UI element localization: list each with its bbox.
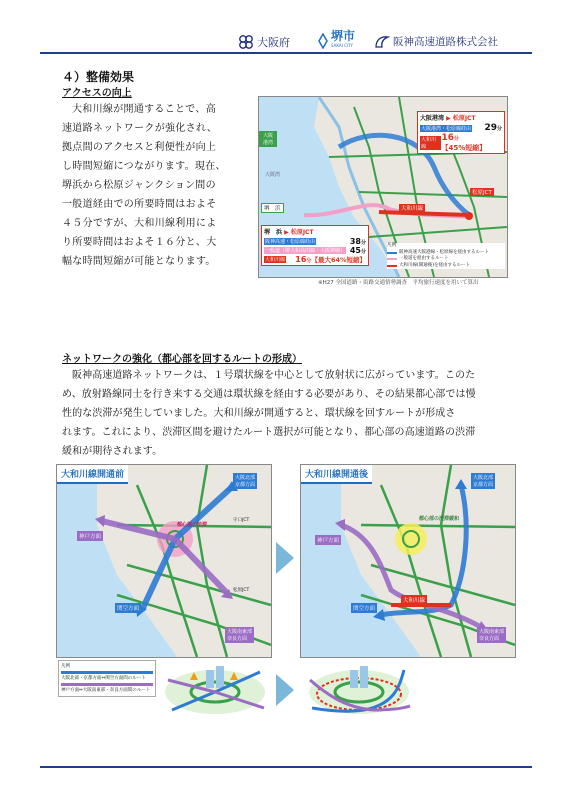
osaka-pref-emblem-icon — [238, 35, 254, 49]
box2-from: 堺 浜 — [264, 229, 283, 236]
after-north-label: 大阪北部 京都方面 — [473, 475, 494, 488]
box1-to: 松原JCT — [452, 115, 476, 122]
osaka-pref-name: 大阪府 — [257, 36, 290, 49]
access-line: 幅な時間短縮が可能となります。 — [62, 256, 216, 267]
box2-reduction: 【最大64%短縮】 — [311, 256, 366, 264]
access-line: し時間短縮につながります。現在、 — [62, 161, 226, 172]
box1-row1-value: 29 — [484, 123, 497, 133]
after-relief-label: 都心部の渋滞緩和 — [419, 516, 460, 522]
hanshin-emblem-icon — [374, 35, 390, 49]
before-north-label: 大阪北部 京都方面 — [235, 475, 256, 488]
legend-swatch — [387, 252, 397, 254]
footer-rule — [40, 766, 532, 768]
access-legend-item: 一般道を経由するルート — [399, 256, 449, 261]
matsubara-jct-marker — [465, 212, 473, 220]
access-line: り所要時間はおよそ１６分と、大 — [62, 237, 217, 248]
before-kanku-label: 関空方面 — [115, 603, 141, 613]
network-line: め、放射路線同士を行き来する交通は環状線を経由する必要があり、その結果都心部では慢 — [62, 389, 476, 400]
arrow-right-icon: ▶ — [446, 115, 451, 122]
sakaihama-label: 堺 浜 — [261, 203, 284, 213]
box1-row1-unit: 分 — [496, 126, 502, 132]
box1-row2-label: 大和川線 — [420, 136, 441, 150]
before-congestion-label: 都心部の渋滞 — [177, 522, 208, 528]
route-box-osaka-port — [417, 111, 505, 154]
box2-row2-unit: 分 — [360, 249, 366, 255]
section-title: ４）整備効果 — [62, 70, 135, 84]
box2-row3-value: 16 — [295, 255, 307, 264]
osaka-bay-label: 大阪湾 — [265, 172, 281, 178]
before-moriguchi-label: 守口JCT — [233, 518, 250, 523]
box1-reduction: 【45%短縮】 — [441, 144, 487, 152]
before-schematic — [160, 658, 270, 720]
access-legend-title: 凡例 — [387, 243, 396, 248]
network-legend-item: 大阪北部・京都方面⇔関空方面間のルート — [61, 676, 146, 681]
osaka-port-label: 大阪 港湾 — [259, 131, 277, 147]
access-line: 拠点間のアクセスと利便性が向上 — [62, 142, 217, 153]
matsubara-jct-label: 松原JCT — [472, 190, 492, 196]
box2-row2-value: 45 — [349, 246, 361, 255]
box2-to: 松原JCT — [290, 229, 314, 236]
chevron-right-icon — [274, 672, 296, 708]
header-rule — [40, 52, 532, 54]
osaka-pref-logo — [238, 34, 290, 50]
hanshin-name: 阪神高速道路株式会社 — [393, 36, 498, 48]
legend-swatch — [387, 265, 397, 267]
network-legend-item: 神戸方面⇔大阪南東部・奈良方面間のルート — [61, 688, 151, 693]
before-map — [56, 464, 272, 658]
access-line: 大和川線が開通することで、高 — [72, 104, 216, 115]
source-note: ※H27 全国道路・街路交通情勢調査 平均旅行速度を用いて算出 — [318, 280, 479, 286]
box1-row1-label: 大阪港湾・松原線経由 — [421, 125, 472, 132]
yamatogawa-label: 大和川線 — [401, 206, 424, 212]
network-legend-title: 凡例 — [61, 664, 70, 669]
before-kobe-label: 神戸方面 — [77, 531, 103, 541]
sakai-city-sub: SAKAI CITY — [331, 43, 353, 48]
access-map — [258, 96, 508, 278]
network-heading: ネットワークの強化（都心部を回するルートの形成） — [62, 354, 302, 365]
sakai-city-logo — [318, 31, 355, 51]
after-kobe-label: 神戸方面 — [315, 535, 341, 545]
box2-row3-unit: 分 — [306, 258, 312, 264]
network-line: れます。これにより、渋滞区間を避けたルート選択が可能となり、都心部の高速道路の渋滞 — [62, 427, 476, 438]
box1-from: 大阪港湾 — [420, 115, 445, 122]
legend-swatch — [61, 683, 153, 686]
before-map-title: 大和川線開通前 — [57, 465, 128, 484]
after-south-label: 大阪南東部 奈良方面 — [479, 629, 505, 642]
access-legend-item: 大和川線(開通後)を経由するルート — [399, 262, 471, 268]
network-line: 性的な渋滞が発生していました。大和川線が開通すると、環状線を回すルートが形成さ — [62, 408, 456, 419]
before-south-label: 大阪南東部 奈良方面 — [227, 629, 253, 642]
legend-swatch — [387, 258, 397, 260]
access-legend-item: 阪神高速大阪港線・松原線を経由するルート — [399, 249, 489, 255]
after-map-title: 大和川線開通後 — [301, 465, 372, 484]
network-paragraph — [62, 366, 534, 461]
access-paragraph — [62, 100, 258, 271]
box1-row2-unit: 分 — [453, 136, 459, 142]
box2-row1-value: 38 — [349, 237, 361, 246]
box1-row2-value: 16 — [441, 133, 454, 143]
network-line: 阪神高速道路ネットワークは、１号環状線を中心として放射状に広がっています。このた — [72, 370, 476, 381]
box2-row1-label: 阪神高速・松原線経由 — [265, 239, 316, 245]
box2-row2-label: 一般道（堺大和高田線・大阪堺線） — [265, 248, 346, 254]
sakai-emblem-icon — [318, 33, 328, 49]
access-legend — [387, 243, 505, 269]
route-box-sakaihama — [261, 225, 369, 266]
access-line: ４５分ですが、大和川線利用によ — [62, 218, 217, 229]
after-kanku-label: 関空方面 — [351, 603, 377, 613]
before-matsubara-label: 松原JCT — [233, 588, 250, 593]
box2-row1-unit: 分 — [360, 240, 366, 246]
box2-row3-label: 大和川線 — [265, 257, 286, 263]
network-legend — [58, 660, 156, 697]
access-heading: アクセスの向上 — [62, 88, 132, 99]
sakai-city-name: 堺市 — [331, 29, 356, 43]
network-line: 緩和が期待されます。 — [62, 446, 163, 457]
arrow-right-icon: ▶ — [284, 229, 289, 236]
access-line: 一般道経由での所要時間はおよそ — [62, 199, 217, 210]
hanshin-logo — [374, 34, 498, 49]
access-line: 堺浜から松原ジャンクション間の — [62, 180, 216, 191]
after-schematic — [304, 658, 414, 720]
legend-swatch — [61, 671, 153, 674]
access-line: 速道路ネットワークが強化され、 — [62, 123, 218, 134]
chevron-right-icon — [274, 540, 296, 576]
after-map — [300, 464, 516, 658]
after-yamatogawa-label: 大和川線 — [401, 595, 427, 605]
